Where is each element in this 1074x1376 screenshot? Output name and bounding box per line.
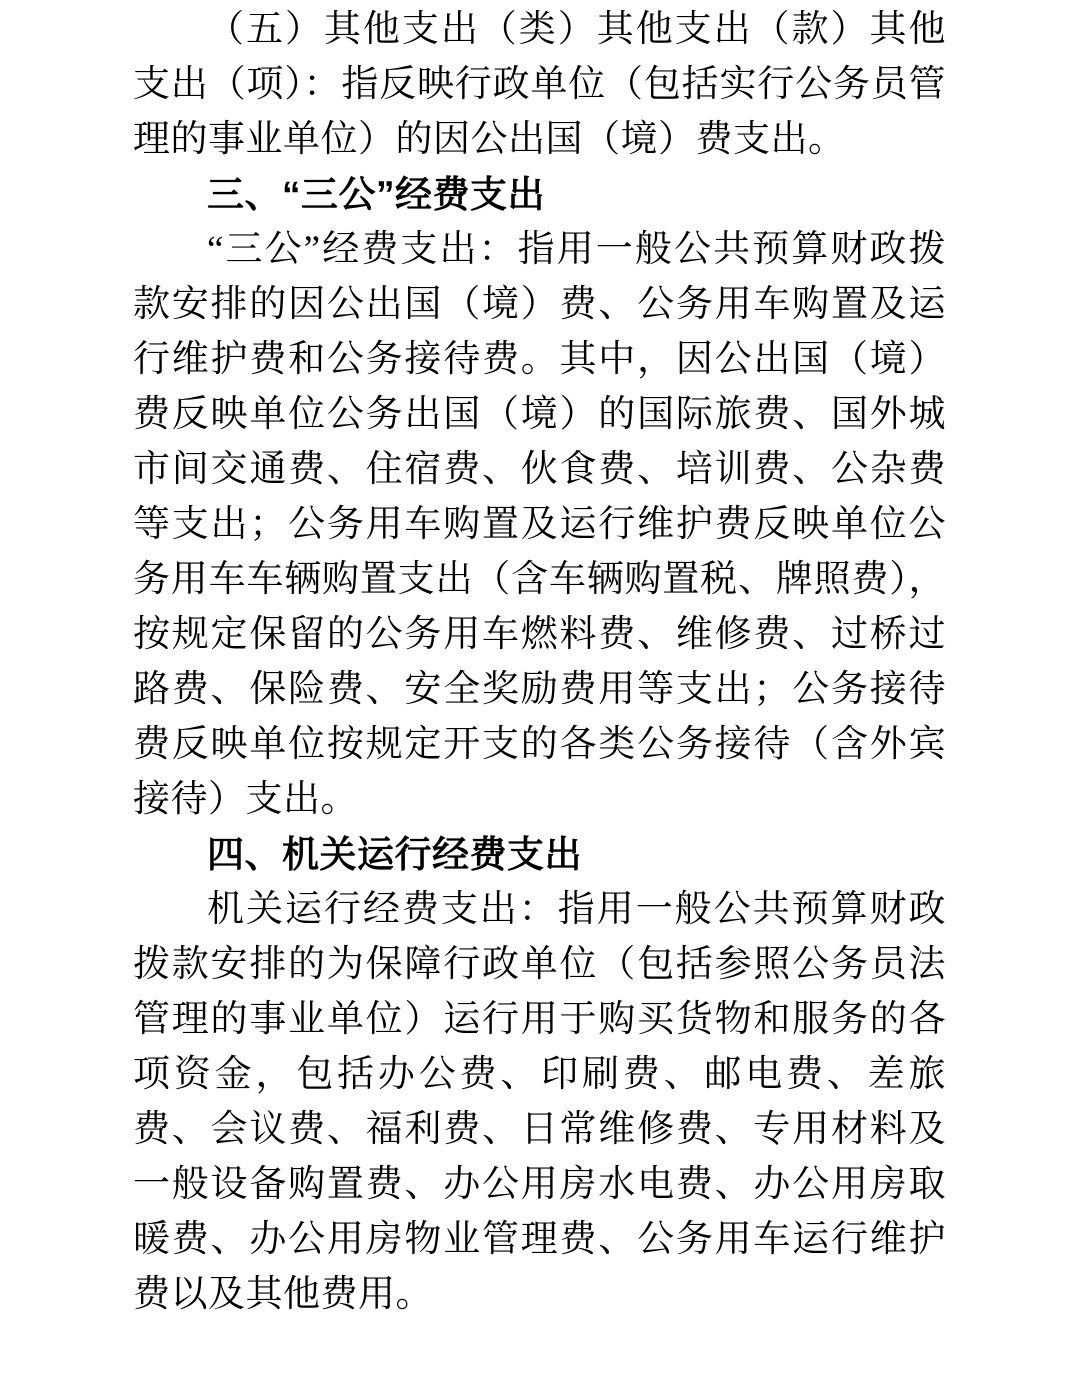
paragraph-agency-operating-expenses: 机关运行经费支出：指用一般公共预算财政拨款安排的为保障行政单位（包括参照公务员法管理的事业单位）运行用于购买货物和服务的各项资金，包括办公费、印刷费、邮电费、差旅费、会议费、福利费、日常维修费、专用材料及一般设备购置费、办公用房水电费、办公用房取暖费、办公用房物业管理费、公务用车运行维护费以及其他费用。 xyxy=(133,889,946,1315)
heading-agency-operating-expenses: 四、机关运行经费支出 xyxy=(207,834,582,875)
paragraph-three-public-funds: “三公”经费支出：指用一般公共预算财政拨款安排的因公出国（境）费、公务用车购置及运行维护费和公务接待费。其中，因公出国（境）费反映单位公务出国（境）的国际旅费、国外城市间交通费、住宿费、伙食费、培训费、公杂费等支出；公务用车购置及运行维护费反映单位公务用车车辆购置支出（含车辆购置税、牌照费），按规定保留的公务用车燃料费、维修费、过桥过路费、保险费、安全奖励费用等支出；公务接待费反映单位按规定开支的各类公务接待（含外宾接待）支出。 xyxy=(133,229,946,820)
paragraph-other-expenses: （五）其他支出（类）其他支出（款）其他支出（项）：指反映行政单位（包括实行公务员管理的事业单位）的因公出国（境）费支出。 xyxy=(133,9,946,160)
heading-three-public-funds: 三、“三公”经费支出 xyxy=(207,174,545,215)
